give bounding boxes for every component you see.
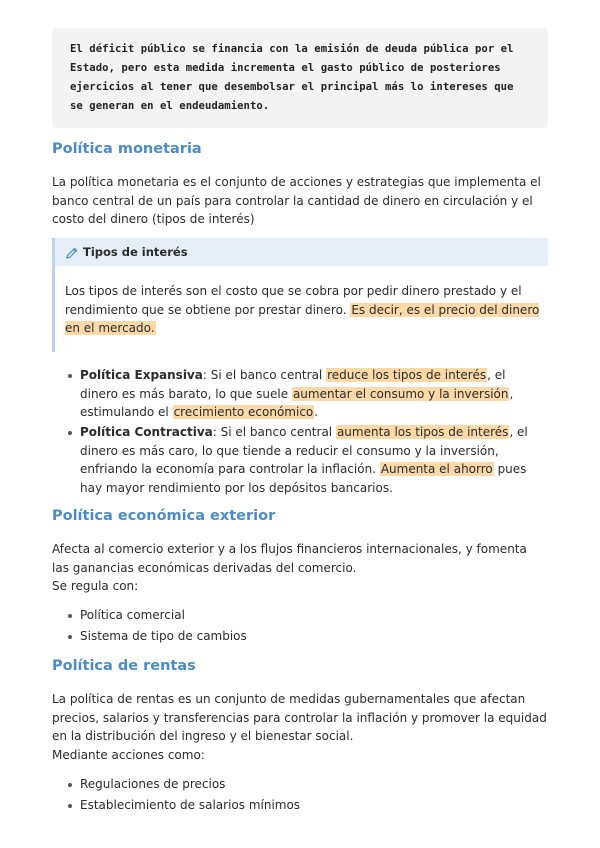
list-item: Sistema de tipo de cambios xyxy=(80,627,542,646)
item-text: , el dinero es más caro, lo que tiende a reducir el consumo y la inversión, enfriando la economía para controlar la inflación. xyxy=(80,425,528,476)
exterior-lead: Se regula con: xyxy=(52,579,139,593)
exterior-intro xyxy=(52,540,544,596)
heading-politica-rentas: Política de rentas xyxy=(52,658,196,674)
highlight: Es decir, es el precio del dinero en el mercado. xyxy=(65,302,540,335)
callout-title: Tipos de interés xyxy=(83,245,188,259)
code-line: El déficit público se financia con la emisión de deuda pública por el xyxy=(70,43,514,55)
code-note-block xyxy=(52,28,548,128)
item-text: , estimulando el xyxy=(80,386,514,419)
monetaria-intro: La política monetaria es el conjunto de acciones y estrategias que implementa el banco central de un país para controlar la cantidad de dinero en circulación y el costo del dinero (tipos de interés) xyxy=(52,175,541,226)
term-bold: Política Expansiva xyxy=(80,368,203,382)
rentas-intro xyxy=(52,690,552,764)
exterior-list xyxy=(52,606,542,647)
item-text: : Si el banco central xyxy=(212,425,336,439)
rentas-intro-text: La política de rentas es un conjunto de medidas gubernamentales que afectan precios, salarios y transferencias para controlar la inflación y promover la equidad en la distribución del ingreso y el bienestar social. xyxy=(52,692,547,743)
code-line: ejercicios al tener que desembolsar el principal más lo intereses que xyxy=(70,81,514,93)
rentas-list xyxy=(52,775,542,816)
list-item-expansiva xyxy=(80,366,542,422)
code-line: se generan en el endeudamiento. xyxy=(70,100,270,112)
monetaria-list xyxy=(52,366,542,499)
highlight: aumentar el consumo y la inversión xyxy=(292,386,509,401)
code-line: Estado, pero esta medida incrementa el gasto público de posteriores xyxy=(70,62,501,74)
item-text: : Si el banco central xyxy=(202,368,327,382)
highlight: Aumenta el ahorro xyxy=(380,462,493,476)
item-text: , el dinero es más barato, lo que suele xyxy=(80,368,506,401)
term-bold: Política Contractiva xyxy=(80,425,213,439)
item-text: pues hay mayor rendimiento por los depósitos bancarios. xyxy=(80,462,527,495)
item-text: . xyxy=(314,405,319,419)
callout-text: Los tipos de interés son el costo que se cobra por pedir dinero prestado y el rendimiento que se obtiene por prestar dinero. xyxy=(65,284,522,317)
list-item-contractiva xyxy=(80,423,542,497)
callout-body xyxy=(65,282,541,338)
list-item: Regulaciones de precios xyxy=(80,775,542,794)
heading-politica-monetaria: Política monetaria xyxy=(52,141,202,157)
pencil-icon xyxy=(65,245,79,259)
list-item: Establecimiento de salarios mínimos xyxy=(80,796,542,815)
highlight: reduce los tipos de interés xyxy=(327,368,487,382)
rentas-lead: Mediante acciones como: xyxy=(52,747,205,762)
exterior-intro-text: Afecta al comercio exterior y a los flujos financieros internacionales, y fomenta las ganancias económicas derivadas del comercio. xyxy=(52,542,527,575)
callout-header xyxy=(55,238,548,266)
callout-tipos-de-interes xyxy=(52,238,548,352)
list-item: Política comercial xyxy=(80,606,542,625)
highlight: crecimiento económico xyxy=(173,405,314,419)
highlight: aumenta los tipos de interés xyxy=(336,425,509,439)
heading-politica-exterior: Política económica exterior xyxy=(52,508,276,524)
